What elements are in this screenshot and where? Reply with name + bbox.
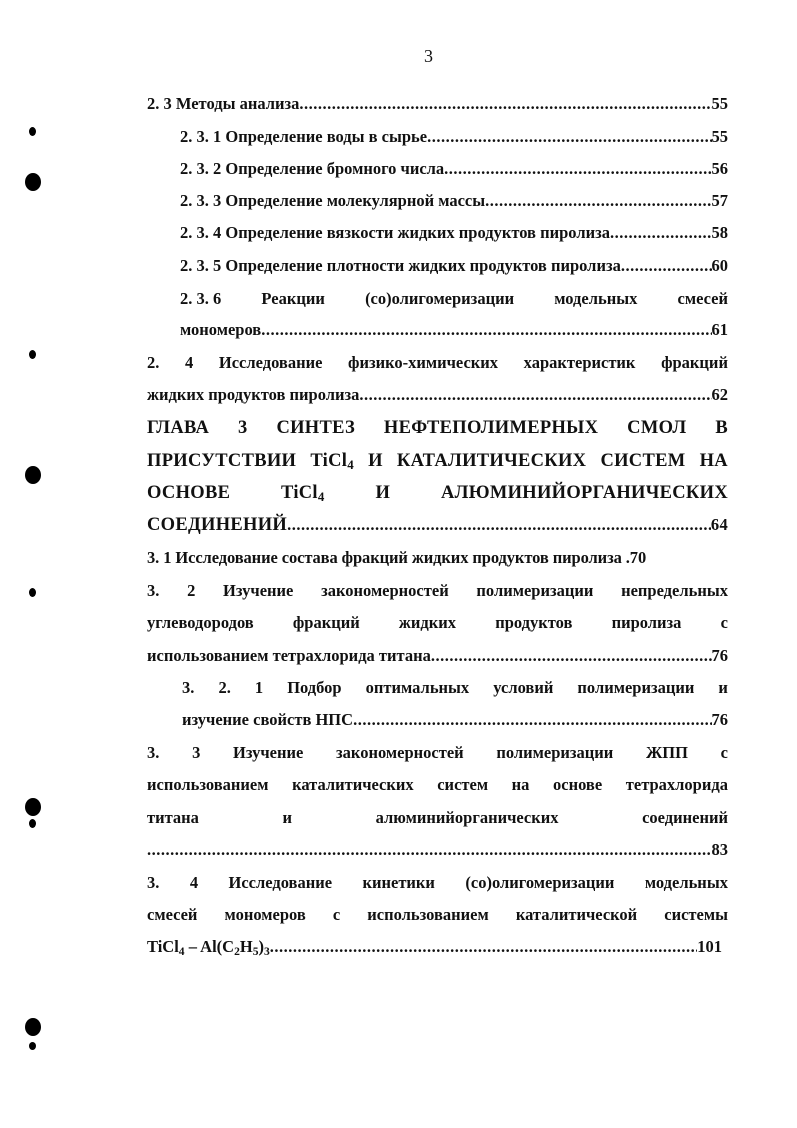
word: И: [375, 483, 391, 503]
word: непредельных: [621, 581, 728, 600]
subscript: 5: [252, 945, 259, 958]
word: с: [720, 743, 728, 762]
word: алюминийорганических: [375, 808, 559, 827]
toc-entry-title: жидких продуктов пиролиза: [147, 385, 360, 404]
toc-leader-dots: [610, 217, 712, 249]
binding-hole-mark: [29, 588, 36, 597]
word: Реакции: [261, 289, 325, 308]
toc-entry-line: [147, 575, 728, 607]
subscript: 2: [234, 945, 240, 958]
toc-entry-title: 2. 3. 3 Определение молекулярной массы: [180, 191, 486, 210]
toc-leader-dots: [359, 379, 711, 411]
word: 4: [189, 873, 199, 892]
word: Исследование: [228, 873, 333, 892]
toc-entry-page: 76: [711, 646, 728, 665]
toc-entry: [147, 931, 722, 963]
toc-entry-title: изучение свойств НПС: [182, 710, 354, 729]
toc-entry: 3. 1 Исследование состава фракций жидких продуктов пиролиза .70: [147, 548, 647, 567]
word: 3.: [147, 581, 160, 600]
toc-leader-dots: [427, 121, 711, 153]
word: на: [511, 775, 530, 794]
word: и: [718, 678, 728, 697]
toc-entry-line: [147, 769, 728, 801]
word: тетрахлорида: [625, 775, 728, 794]
word: углеводородов: [147, 613, 254, 632]
word: 4: [185, 353, 194, 372]
toc-entry-formula: [147, 931, 270, 963]
toc-entry-page: 83: [711, 840, 728, 859]
binding-hole: [25, 1018, 41, 1036]
word: ЖПП: [645, 743, 688, 762]
word: полимеризации: [496, 743, 614, 762]
toc-leader-dots: [147, 834, 712, 866]
toc-entry: [180, 314, 728, 346]
toc-entry-title: 2. 3. 5 Определение плотности жидких продуктов пиролиза: [180, 256, 621, 275]
toc-entry-title: 2. 3. 4 Определение вязкости жидких продуктов пиролиза: [180, 223, 610, 242]
word: смесей: [677, 289, 728, 308]
word: смесей: [147, 905, 198, 924]
word: кинетики: [362, 873, 435, 892]
toc-entry-line: [147, 802, 728, 834]
word: АЛЮМИНИЙОРГАНИЧЕСКИХ: [440, 483, 728, 503]
word: ОСНОВЕ: [147, 483, 231, 503]
word: 3: [192, 743, 201, 762]
formula-part: H: [239, 937, 253, 956]
toc-leader-dots: [299, 88, 711, 120]
toc-entry: [147, 88, 728, 120]
toc-entry-page: 64: [710, 515, 728, 534]
word: мономеров: [224, 905, 306, 924]
word: НЕФТЕПОЛИМЕРНЫХ: [383, 418, 599, 438]
toc-leader-dots: [353, 704, 711, 736]
word: В: [715, 418, 728, 438]
word: характеристик: [523, 353, 636, 372]
formula-ticl4: [310, 445, 354, 477]
word: (со)олигомеризации: [365, 289, 515, 308]
toc-entry: [147, 509, 728, 541]
toc-entry-title: СОЕДИНЕНИЙ: [147, 515, 288, 535]
formula-part: – Al(C: [184, 937, 235, 956]
word: модельных: [644, 873, 728, 892]
toc-entry-title: 2. 3. 1 Определение воды в сырье: [180, 127, 428, 146]
word: Подбор: [287, 678, 342, 697]
subscript: 4: [178, 945, 185, 958]
word: с: [332, 905, 341, 924]
chapter-heading-line: [147, 412, 728, 444]
toc-entry-page: 60: [711, 256, 728, 275]
word: ГЛАВА: [147, 418, 210, 438]
subscript: 4: [347, 457, 354, 473]
word: КАТАЛИТИЧЕСКИХ: [396, 451, 587, 471]
word: 3.: [147, 743, 160, 762]
toc-entry-page: 62: [711, 385, 728, 404]
word: И: [368, 451, 383, 471]
toc-entry-page: 57: [711, 191, 728, 210]
binding-hole: [25, 173, 41, 191]
chapter-heading-line: [147, 445, 728, 477]
word: 3: [238, 418, 248, 438]
formula-part: TiCl: [310, 451, 348, 471]
word: с: [720, 613, 728, 632]
toc-entry-page: 58: [711, 223, 728, 242]
word: СИСТЕМ: [600, 451, 686, 471]
toc-entry-line: [147, 347, 728, 379]
word: использованием: [147, 775, 269, 794]
word: каталитической: [515, 905, 638, 924]
word: 2.: [147, 353, 160, 372]
toc-entry-title: 2. 3 Методы анализа: [147, 94, 300, 113]
toc-entry-line: [147, 607, 728, 639]
word: каталитических: [292, 775, 414, 794]
toc-entry-line: [147, 899, 728, 931]
page-number: 3: [424, 46, 433, 66]
toc-entry: [180, 121, 728, 153]
toc-entry: [180, 185, 728, 217]
subscript: 3: [263, 945, 270, 958]
word: Изучение: [223, 581, 294, 600]
word: пиролиза: [611, 613, 682, 632]
toc-leader-dots: [444, 153, 711, 185]
toc-entry: [180, 217, 728, 249]
word: систем: [437, 775, 489, 794]
word: условий: [493, 678, 554, 697]
word: полимеризации: [577, 678, 695, 697]
toc-entry-title: мономеров: [180, 320, 262, 339]
word: НА: [699, 451, 728, 471]
word: фракций: [292, 613, 360, 632]
word: системы: [664, 905, 728, 924]
word: Исследование: [218, 353, 323, 372]
word: 3.: [182, 678, 195, 697]
word: оптимальных: [365, 678, 470, 697]
toc-entry-page: 61: [711, 320, 728, 339]
word: (со)олигомеризации: [465, 873, 615, 892]
subscript: 4: [317, 489, 325, 505]
word: закономерностей: [321, 581, 449, 600]
toc-entry-title: 2. 3. 2 Определение бромного числа: [180, 159, 445, 178]
toc-leader-dots: [431, 640, 712, 672]
word: основе: [553, 775, 603, 794]
binding-hole-mark: [29, 1042, 36, 1050]
toc-leader-dots: [621, 250, 712, 282]
toc-entry: [182, 704, 728, 736]
toc-entry: [180, 250, 728, 282]
word: 1: [254, 678, 264, 697]
word: ПРИСУТСТВИИ: [147, 451, 297, 471]
binding-hole: [25, 466, 41, 484]
binding-hole-mark: [29, 819, 36, 828]
formula-part: TiCl: [147, 937, 179, 956]
toc-entry-line: [147, 737, 728, 769]
toc-entry-title: использованием тетрахлорида титана: [147, 646, 431, 665]
word: полимеризации: [476, 581, 594, 600]
chapter-heading-line: [147, 477, 728, 509]
toc-entry: [147, 640, 728, 672]
toc-leader-dots: [270, 931, 697, 963]
toc-entry: [147, 379, 728, 411]
binding-hole-mark: [29, 127, 36, 136]
toc-entry-page: 101: [697, 937, 722, 956]
toc-leader-dots: [485, 185, 711, 217]
toc-leader-dots: [261, 314, 711, 346]
word: титана: [147, 808, 199, 827]
toc-entry-page: 56: [711, 159, 728, 178]
toc-entry-line: [182, 672, 728, 704]
word: 2. 3. 6: [180, 289, 222, 308]
word: фракций: [661, 353, 728, 372]
word: Изучение: [233, 743, 304, 762]
word: СМОЛ: [627, 418, 687, 438]
formula-ticl4: [281, 477, 325, 509]
word: СИНТЕЗ: [276, 418, 356, 438]
word: использованием: [367, 905, 489, 924]
toc-entry-page: 55: [711, 94, 728, 113]
word: модельных: [554, 289, 638, 308]
toc-entry-line: [147, 867, 728, 899]
binding-hole: [25, 798, 41, 816]
toc-entry-line: [180, 283, 728, 315]
word: соединений: [642, 808, 728, 827]
word: закономерностей: [336, 743, 464, 762]
word: 3.: [147, 873, 160, 892]
toc-entry-page: 55: [711, 127, 728, 146]
word: жидких: [398, 613, 457, 632]
binding-hole-mark: [29, 350, 36, 359]
toc-entry-page: 76: [711, 710, 728, 729]
word: 2: [187, 581, 196, 600]
word: физико-химических: [348, 353, 499, 372]
toc-leader-dots: [287, 509, 711, 541]
word: и: [282, 808, 293, 827]
formula-part: ): [258, 937, 264, 956]
word: продуктов: [495, 613, 573, 632]
toc-entry: [147, 834, 728, 866]
formula-part: TiCl: [281, 483, 318, 503]
word: 2.: [218, 678, 231, 697]
toc-entry: [180, 153, 728, 185]
